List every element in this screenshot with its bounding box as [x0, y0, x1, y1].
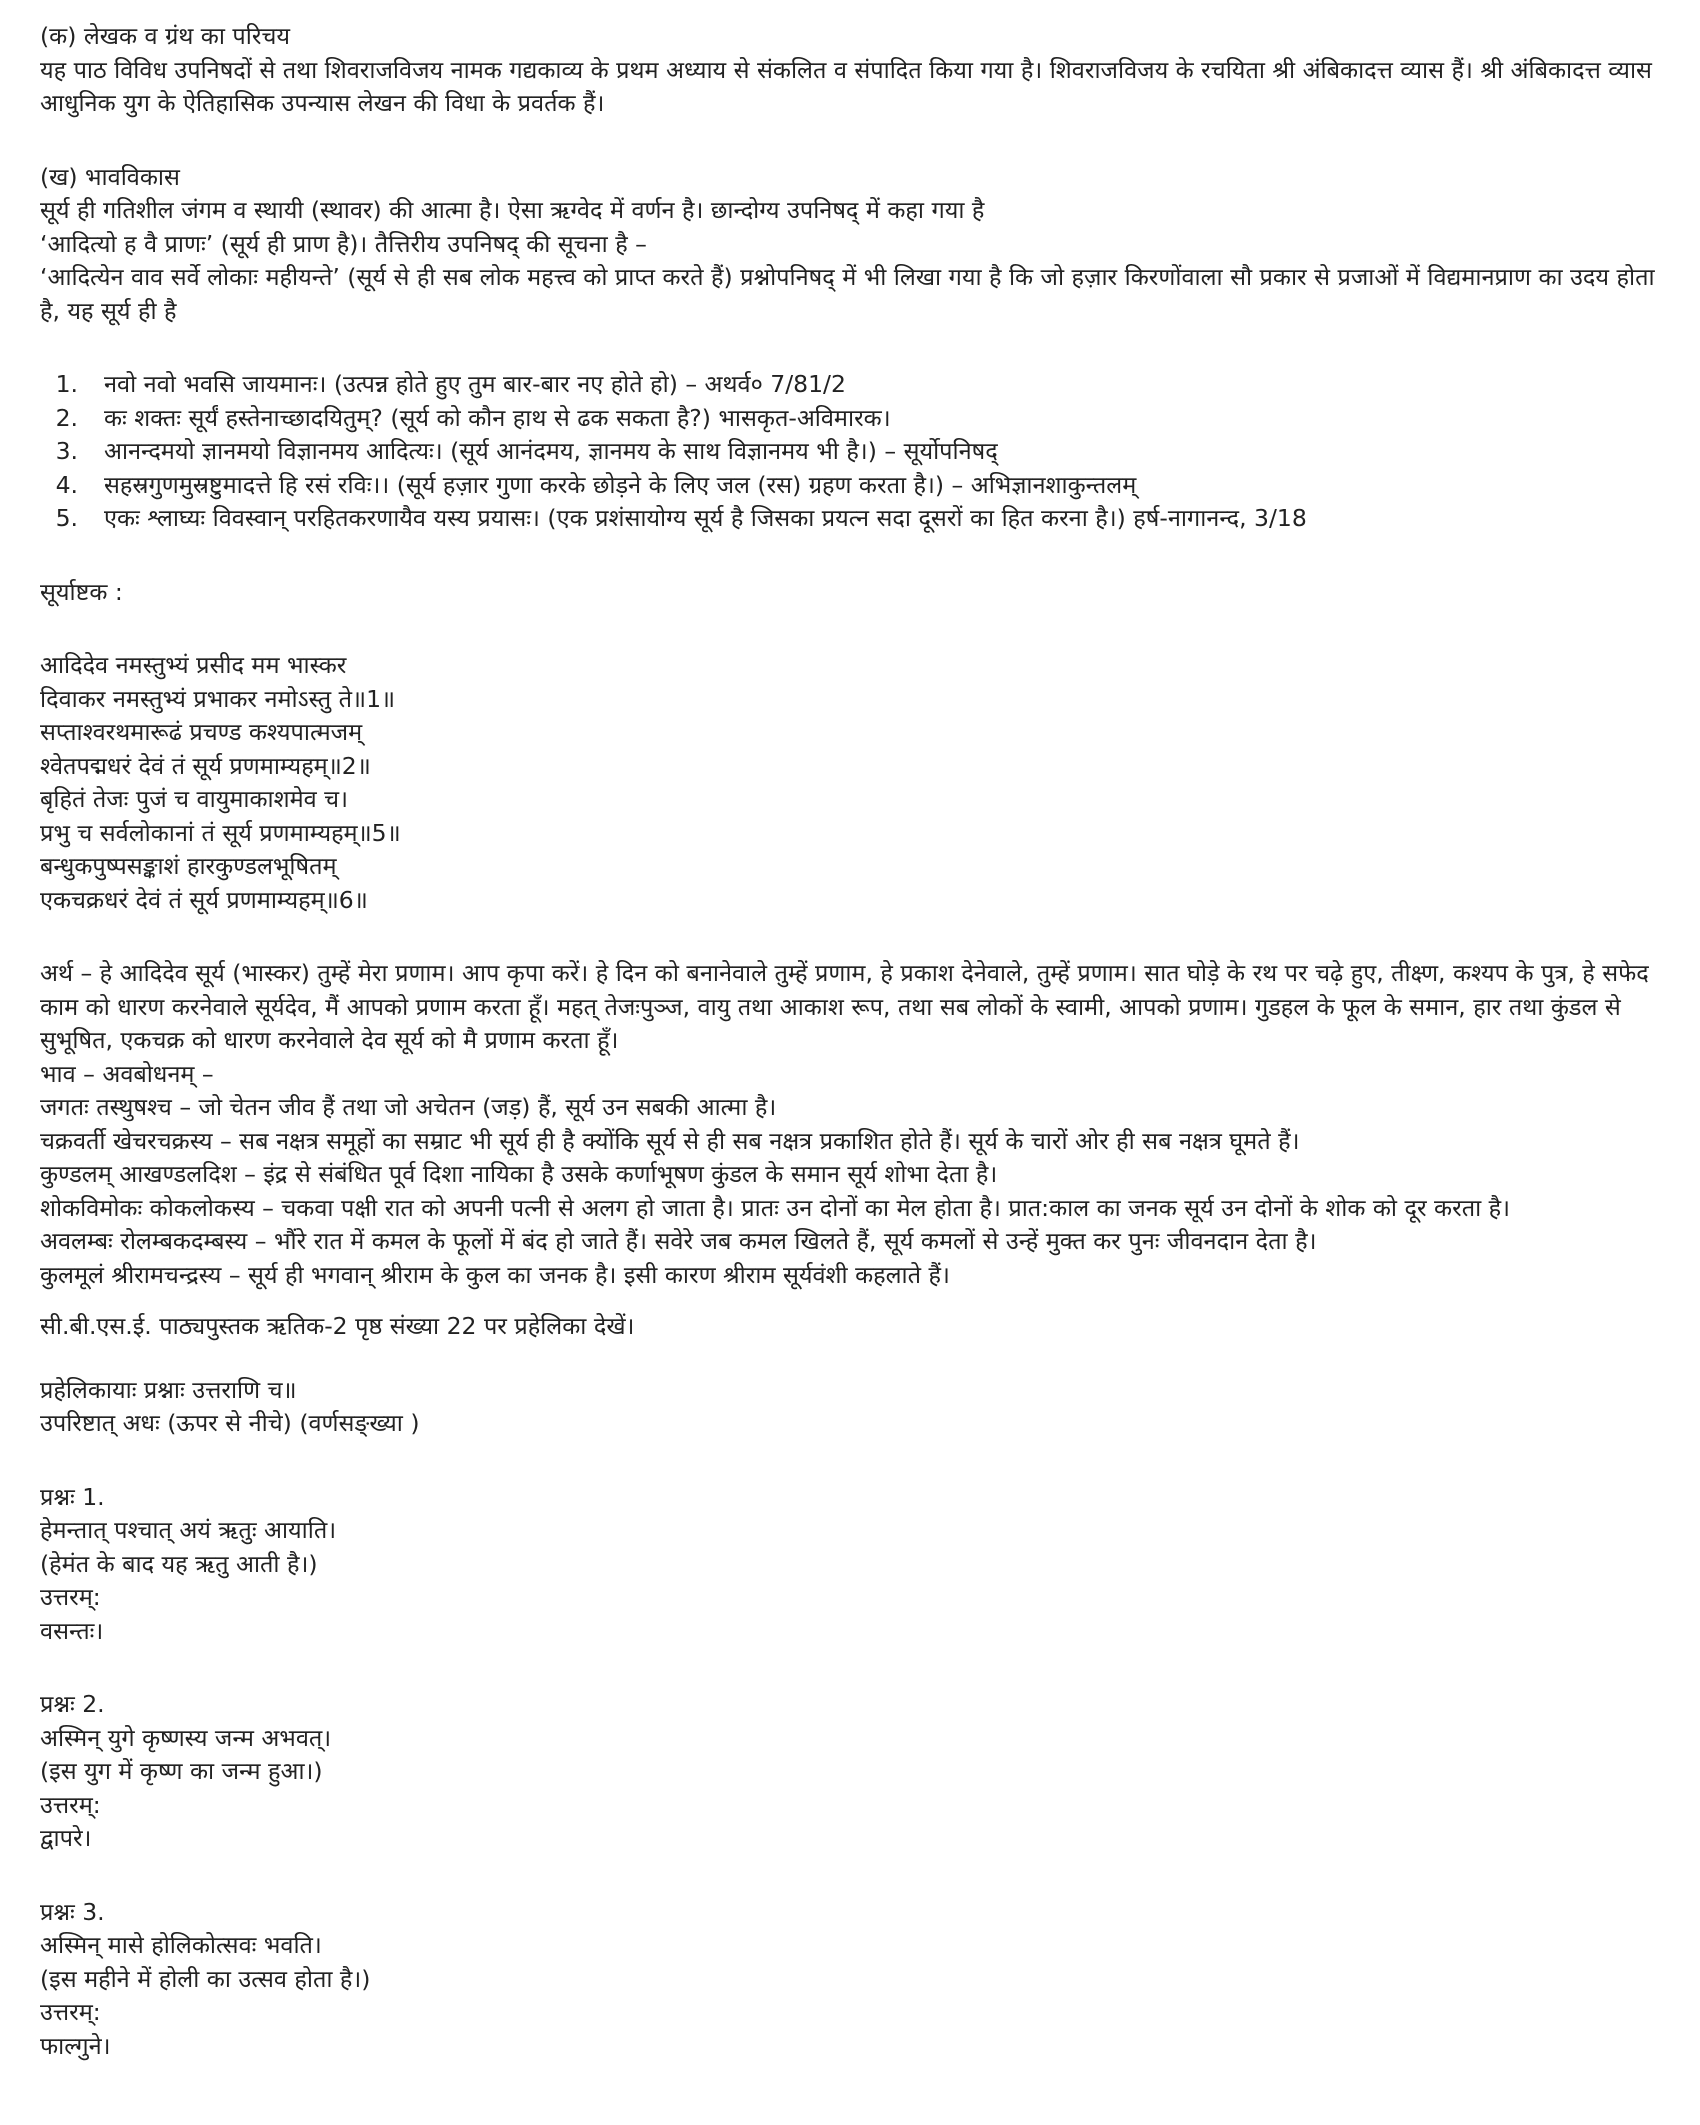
- verse-line: सप्ताश्वरथमारूढं प्रचण्ड कश्यपात्मजम्: [40, 718, 363, 746]
- answer-text: द्वापरे।: [40, 1824, 92, 1852]
- bhav-item: जगतः तस्थुषश्च – जो चेतन जीव हैं तथा जो अचेतन (जड़) हैं, सूर्य उन सबकी आत्मा है।: [40, 1093, 777, 1121]
- prahelika-heading: प्रहेलिकायाः प्रश्नाः उत्तराणि च॥: [40, 1375, 297, 1404]
- meaning-paragraph: अर्थ – हे आदिदेव सूर्य (भास्कर) तुम्हें मेरा प्रणाम। आप कृपा करें। हे दिन को बनानेवाले तुम्हें प्रणाम, हे प्रकाश देनेवाले, तुम्हें प्रणाम। सात घोड़े के रथ पर चढ़े हुए, तीक्ष्ण, कश्यप के पुत्र, हे सफेद काम को धारण करनेवाले सूर्यदेव, मैं आपको प्रणाम करता हूँ। महत् तेजःपुञ्ज, वायु तथा आकाश रूप, तथा सब लोकों के स्वामी, आपको प्रणाम। गुडहल के फूल के समान, हार तथा कुंडल से सुभूषित, एकचक्र को धारण करनेवाले देव सूर्य को मै प्रणाम करता हूँ।: [40, 959, 1649, 1054]
- question-label: प्रश्नः 2.: [40, 1690, 105, 1718]
- list-text: कः शक्तः सूर्यं हस्तेनाच्छादयितुम्? (सूर्य को कौन हाथ से ढक सकता है?) भासकृत-अविमारक।: [104, 403, 891, 432]
- answer-text: फाल्गुने।: [40, 2031, 111, 2060]
- bhav-item: कुण्डलम् आखण्डलदिश – इंद्र से संबंधित पूर्व दिशा नायिका है उसके कर्णाभूषण कुंडल के समान सूर्य शोभा देता है।: [40, 1160, 998, 1188]
- verse-line: श्वेतपद्मधरं देवं तं सूर्य प्रणमाम्यहम्॥2॥: [40, 751, 371, 780]
- answer-label: उत्तरम्:: [40, 1583, 101, 1611]
- document-page: [40, 20, 1680, 2063]
- question-text: हेमन्तात् पश्चात् अयं ऋतुः आयाति।: [40, 1516, 337, 1544]
- bhav-item: चक्रवर्ती खेचरचक्रस्य – सब नक्षत्र समूहों का सम्राट भी सूर्य ही है क्योंकि सूर्य से ही सब नक्षत्र प्रकाशित होते हैं। सूर्य के चारों ओर ही सब नक्षत्र घूमते हैं।: [40, 1126, 1300, 1155]
- question-label: प्रश्नः 1.: [40, 1482, 105, 1511]
- bhav-item: अवलम्बः रोलम्बकदम्बस्य – भौंरे रात में कमल के फूलों में बंद हो जाते हैं। सवेरे जब कमल खिलते हैं, सूर्य कमलों से उन्हें मुक्त कर पुनः जीवनदान देता है।: [40, 1227, 1317, 1255]
- answer-label: उत्तरम्:: [40, 1790, 101, 1819]
- prahelika-header: [40, 1374, 1680, 1441]
- question-text: अस्मिन् युगे कृष्णस्य जन्म अभवत्।: [40, 1723, 332, 1752]
- section-b: [40, 161, 1680, 329]
- list-item: [40, 502, 1680, 536]
- section-b-heading: (ख) भावविकास: [40, 162, 180, 191]
- list-number: 3.: [55, 437, 78, 465]
- quotes-list: [40, 368, 1680, 536]
- bhav-item: शोकविमोकः कोकलोकस्य – चकवा पक्षी रात को अपनी पत्नी से अलग हो जाता है। प्रातः उन दोनों का मेल होता है। प्रात:काल का जनक सूर्य उन दोनों के शोक को दूर करता है।: [40, 1193, 1511, 1222]
- section-a-paragraph: यह पाठ विविध उपनिषदों से तथा शिवराजविजय नामक गद्यकाव्य के प्रथम अध्याय से संकलित व संपादित किया गया है। शिवराजविजय के रचयिता श्री अंबिकादत्त व्यास हैं। श्री अंबिकादत्त व्यास आधुनिक युग के ऐतिहासिक उपन्यास लेखन की विधा के प्रवर्तक हैं।: [40, 55, 1652, 117]
- verse-line: एकचक्रधरं देवं तं सूर्य प्रणमाम्यहम्॥6॥: [40, 885, 368, 914]
- question-text: अस्मिन् मासे होलिकोत्सवः भवति।: [40, 1931, 322, 1959]
- section-b-line-1: सूर्य ही गतिशील जंगम व स्थायी (स्थावर) की आत्मा है। ऐसा ऋग्वेद में वर्णन है। छान्दोग्य उपनिषद् में कहा गया है: [40, 196, 985, 224]
- list-item: [40, 435, 1680, 469]
- section-a: [40, 20, 1680, 121]
- list-number: 4.: [55, 470, 78, 499]
- verse-line: बृहितं तेजः पुजं च वायुमाकाशमेव च।: [40, 785, 348, 813]
- bhav-heading: भाव – अवबोधनम् –: [40, 1059, 214, 1088]
- list-text: आनन्दमयो ज्ञानमयो विज्ञानमय आदित्यः। (सूर्य आनंदमय, ज्ञानमय के साथ विज्ञानमय भी है।) – सूर्योपनिषद्: [104, 437, 998, 465]
- verse-line: आदिदेव नमस्तुभ्यं प्रसीद मम भास्कर: [40, 651, 347, 679]
- section-a-heading: (क) लेखक व ग्रंथ का परिचय: [40, 22, 291, 50]
- question-hindi: (इस युग में कृष्ण का जन्म हुआ।): [40, 1757, 323, 1785]
- suryashtak-heading: सूर्याष्टक :: [40, 577, 123, 606]
- question-block: [40, 1481, 1680, 1649]
- answer-text: वसन्तः।: [40, 1616, 104, 1645]
- question-label: प्रश्नः 3.: [40, 1897, 105, 1926]
- list-text: नवो नवो भवसि जायमानः। (उत्पन्न होते हुए तुम बार-बार नए होते हो) – अथर्व० 7/81/2: [104, 370, 846, 398]
- meaning-section: [40, 957, 1680, 1292]
- section-b-line-2: ‘आदित्यो ह वै प्राणः’ (सूर्य ही प्राण है)। तैत्तिरीय उपनिषद् की सूचना है –: [40, 229, 647, 258]
- list-number: 5.: [55, 504, 78, 532]
- question-block: [40, 1896, 1680, 2064]
- answer-label: उत्तरम्:: [40, 1998, 101, 2026]
- verse-line: दिवाकर नमस्तुभ्यं प्रभाकर नमोऽस्तु ते॥1॥: [40, 684, 396, 713]
- list-number: 1.: [55, 370, 78, 398]
- list-item: [40, 368, 1680, 402]
- question-hindi: (हेमंत के बाद यह ऋतु आती है।): [40, 1549, 318, 1578]
- section-b-line-3: ‘आदित्येन वाव सर्वे लोकाः महीयन्ते’ (सूर्य से ही सब लोक महत्त्व को प्राप्त करते हैं) प्रश्नोपनिषद् में भी लिखा गया है कि जो हज़ार किरणोंवाला सौ प्रकार से प्रजाओं में विद्यमानप्राण का उदय होता है, यह सूर्य ही है: [40, 263, 1655, 325]
- verse-line: बन्धुकपुष्पसङ्काशं हारकुण्डलभूषितम्: [40, 852, 337, 880]
- question-block: [40, 1688, 1680, 1856]
- list-item: [40, 469, 1680, 503]
- bhav-item: कुलमूलं श्रीरामचन्द्रस्य – सूर्य ही भगवान् श्रीराम के कुल का जनक है। इसी कारण श्रीराम सूर्यवंशी कहलाते हैं।: [40, 1260, 950, 1289]
- suryashtak-verses: [40, 649, 1680, 917]
- verse-line: प्रभु च सर्वलोकानां तं सूर्य प्रणमाम्यहम्॥5॥: [40, 818, 401, 847]
- list-item: [40, 402, 1680, 436]
- list-text: सहस्रगुणमुस्रष्टुमादत्ते हि रसं रविः।। (सूर्य हज़ार गुणा करके छोड़ने के लिए जल (रस) ग्रहण करता है।) – अभिज्ञानशाकुन्तलम्: [104, 470, 1137, 499]
- question-hindi: (इस महीने में होली का उत्सव होता है।): [40, 1964, 371, 1993]
- cbse-note: सी.बी.एस.ई. पाठ्यपुस्तक ऋतिक-2 पृष्ठ संख्या 22 पर प्रहेलिका देखें।: [40, 1312, 635, 1340]
- list-number: 2.: [55, 403, 78, 432]
- list-text: एकः श्लाघ्यः विवस्वान् परहितकरणायैव यस्य प्रयासः। (एक प्रशंसायोग्य सूर्य है जिसका प्रयत्न सदा दूसरों का हित करना है।) हर्ष-नागानन्द, 3/18: [104, 504, 1307, 532]
- prahelika-subheading: उपरिष्टात् अधः (ऊपर से नीचे) (वर्णसङ्ख्या ): [40, 1409, 420, 1437]
